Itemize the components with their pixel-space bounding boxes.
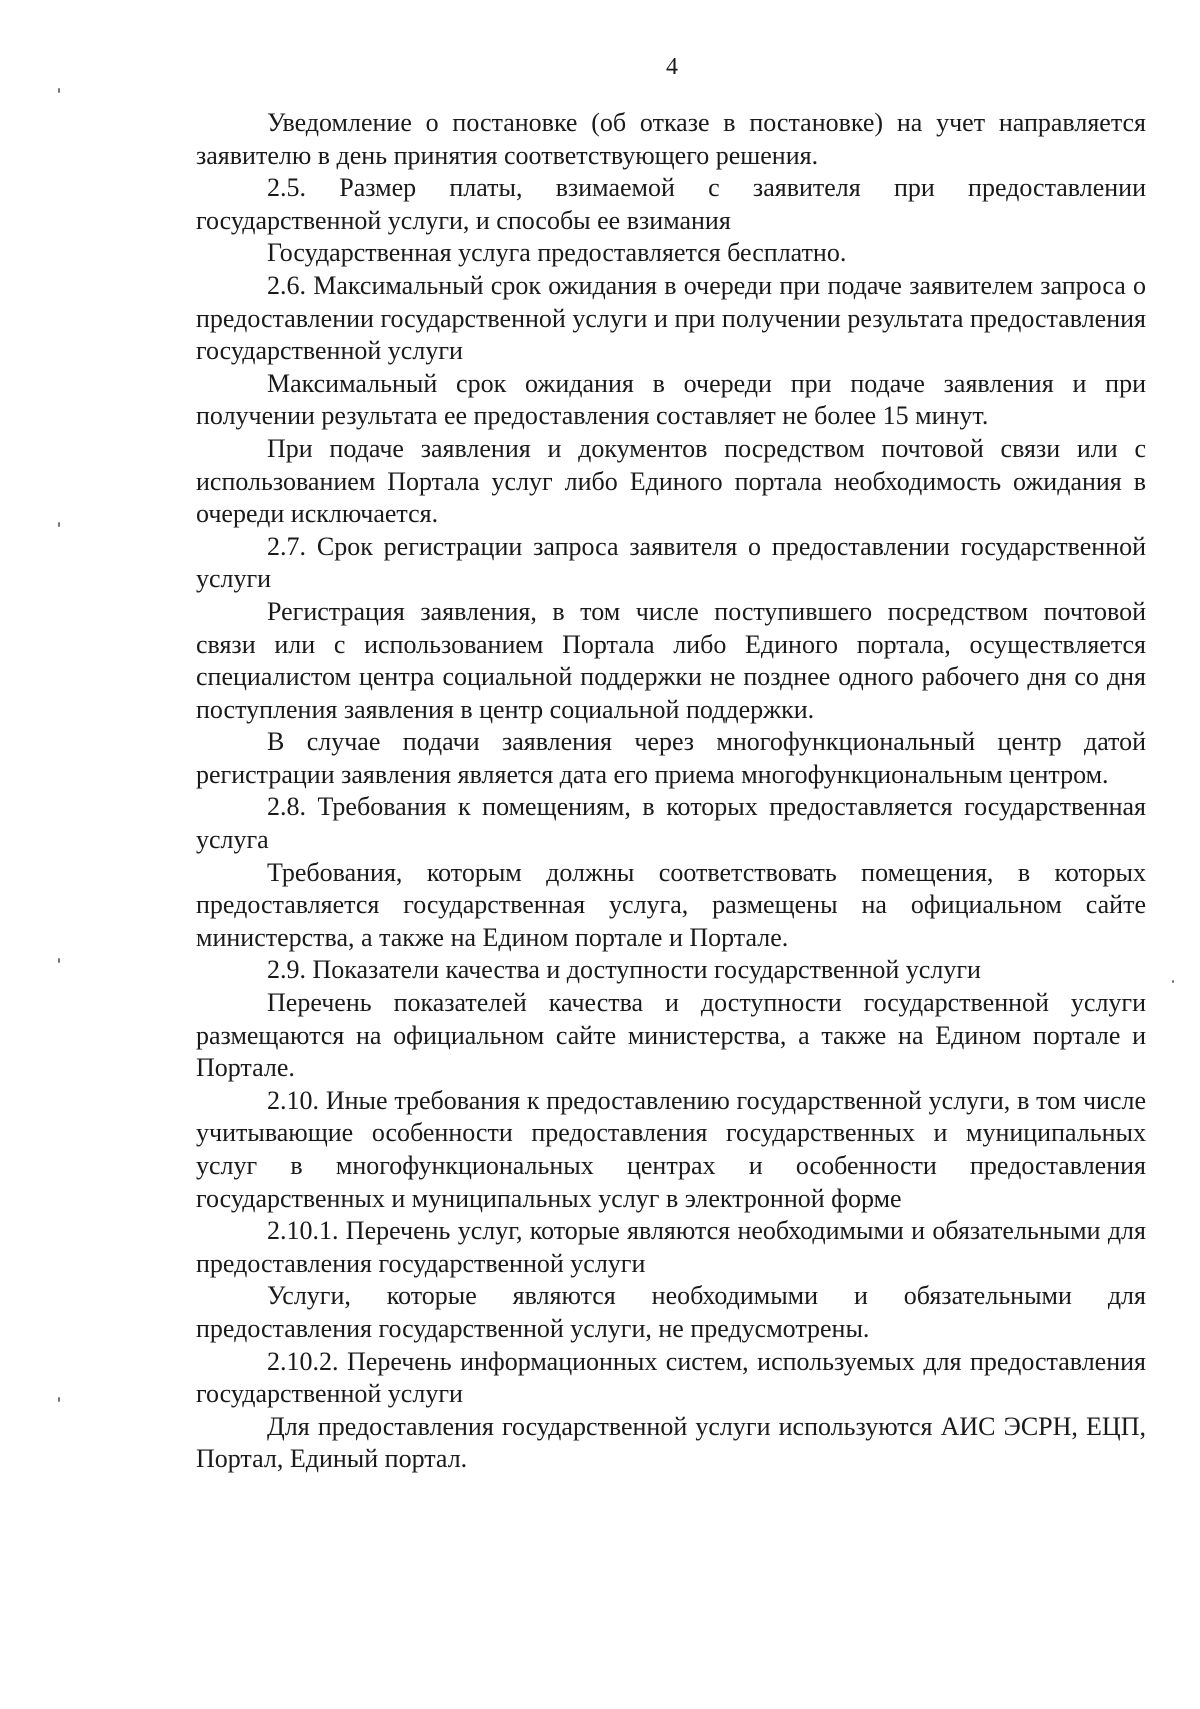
page-number: 4 [666, 54, 678, 80]
section-heading-2-10: 2.10. Иные требования к предоставлению государственной услуги, в том числе учитывающие особенности предоставления государственных и муниципальных услуг в многофункциональных центрах и особенности предоставления государственных и муниципальных услуг в электронной форме [196, 1085, 1146, 1213]
paragraph-information-systems: Для предоставления государственной услуги используются АИС ЭСРН, ЕЦП, Портал, Единый портал. [196, 1411, 1146, 1474]
paragraph-free-service: Государственная услуга предоставляется бесплатно. [267, 238, 847, 268]
scan-speck [58, 1397, 60, 1402]
section-heading-2-5: 2.5. Размер платы, взимаемой с заявителя при предоставлении государственной услуги, и способы ее взимания [196, 173, 1146, 235]
paragraph-registration: Регистрация заявления, в том числе поступившего посредством почтовой связи или с использованием Портала либо Единого портала, осуществляется специалистом центра социальной поддержки не позднее одного рабочего дня со дня поступления заявления в центр социальной поддержки. [196, 596, 1146, 724]
paragraph-mfc-registration: В случае подачи заявления через многофункциональный центр датой регистрации заявления является дата его приема многофункциональным центром. [196, 727, 1146, 789]
paragraph-max-wait-time: Максимальный срок ожидания в очереди при подаче заявления и при получении результата ее предоставления составляет не более 15 минут. [196, 368, 1146, 431]
paragraph-required-services: Услуги, которые являются необходимыми и обязательными для предоставления государственной услуги, не предусмотрены. [196, 1281, 1146, 1343]
section-heading-2-6: 2.6. Максимальный срок ожидания в очереди при подаче заявителем запроса о предоставлении государственной услуги и при получении результата предоставления государственной услуги [196, 270, 1146, 366]
section-heading-2-9: 2.9. Показатели качества и доступности государственной услуги [267, 955, 981, 985]
paragraph-quality-indicators: Перечень показателей качества и доступности государственной услуги размещаются на официальном сайте министерства, а также на Едином портале и Портале. [196, 988, 1146, 1083]
section-heading-2-10-2: 2.10.2. Перечень информационных систем, используемых для предоставления государственной услуги [196, 1346, 1146, 1409]
paragraph-notification: Уведомление о постановке (об отказе в постановке) на учет направляется заявителю в день принятия соответствующего решения. [196, 108, 1146, 170]
scan-speck [58, 88, 60, 93]
scan-speck [1172, 980, 1174, 983]
paragraph-premises-requirements: Требования, которым должны соответствовать помещения, в которых предоставляется государственная услуга, размещены на официальном сайте министерства, а также на Едином портале и Портале. [196, 857, 1146, 952]
document-body [196, 107, 1146, 1476]
section-heading-2-7: 2.7. Срок регистрации запроса заявителя о предоставлении государственной услуги [196, 531, 1146, 594]
section-heading-2-10-1: 2.10.1. Перечень услуг, которые являются необходимыми и обязательными для предоставления государственной услуги [196, 1216, 1146, 1278]
scan-speck [58, 958, 60, 963]
paragraph-no-queue: При подаче заявления и документов посредством почтовой связи или с использованием Портала услуг либо Единого портала необходимость ожидания в очереди исключается. [196, 433, 1146, 529]
section-heading-2-8: 2.8. Требования к помещениям, в которых предоставляется государственная услуга [196, 792, 1146, 855]
scan-speck [58, 522, 60, 527]
